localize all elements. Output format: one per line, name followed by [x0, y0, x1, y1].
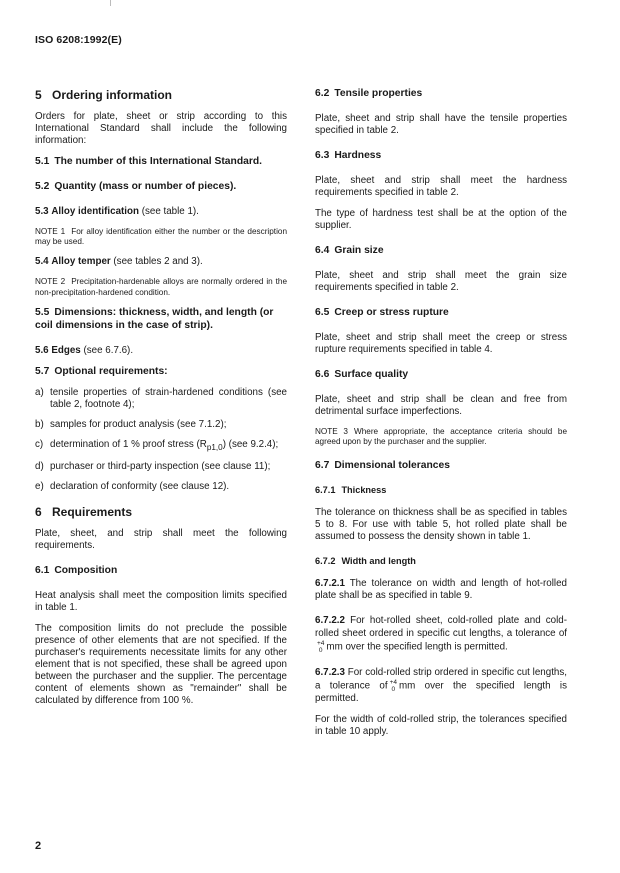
clause-5-1: 5.1 The number of this International Standard.	[35, 156, 262, 168]
section-6-3-heading: 6.3 Hardness	[315, 149, 382, 161]
section-6-3-para-1: Plate, sheet and strip shall meet the hardness requirements specified in table 2.	[315, 174, 567, 198]
list-text: samples for product analysis (see 7.1.2);	[50, 418, 227, 430]
list-marker: b)	[35, 418, 44, 430]
section-5-intro: Orders for plate, sheet or strip according to this International Standard shall include the following information:	[35, 111, 287, 147]
list-text: declaration of conformity (see clause 12).	[50, 480, 230, 492]
section-6-1-para-1: Heat analysis shall meet the composition limits specified in table 1.	[35, 589, 287, 613]
optional-requirements-list	[35, 387, 287, 493]
section-6-1-heading: 6.1 Composition	[35, 564, 118, 576]
list-text: tensile properties of strain-hardened conditions (see table 2, footnote 4);	[50, 386, 287, 410]
section-6-7-1-heading: 6.7.1 Thickness	[315, 485, 387, 496]
list-item	[35, 481, 287, 493]
list-item	[35, 387, 287, 411]
tolerance-plus-4-0: +4 0	[317, 639, 325, 654]
list-marker: e)	[35, 480, 44, 492]
section-6-2-heading: 6.2 Tensile properties	[315, 88, 423, 99]
note-3: NOTE 3 Where appropriate, the acceptance criteria should be agreed upon by the purchaser and the supplier.	[315, 426, 567, 447]
list-marker: d)	[35, 460, 44, 472]
tolerance-plus-4-0: +4 0	[389, 678, 397, 693]
clause-5-3: 5.3 Alloy identification (see table 1).	[35, 205, 199, 217]
section-6-7-heading: 6.7 Dimensional tolerances	[315, 460, 450, 472]
section-6-intro: Plate, sheet, and strip shall meet the following requirements.	[35, 527, 287, 551]
section-6-5-para: Plate, sheet and strip shall meet the creep or stress rupture requirements specified in table 4.	[315, 331, 567, 355]
section-6-6-para: Plate, sheet and strip shall be clean and free from detrimental surface imperfections.	[315, 393, 567, 417]
section-6-3-para-2: The type of hardness test shall be at the option of the supplier.	[315, 207, 567, 231]
section-6-5-heading: 6.5 Creep or stress rupture	[315, 306, 449, 318]
section-6-2-para: Plate, sheet and strip shall have the tensile properties specified in table 2.	[315, 112, 567, 136]
note-2: NOTE 2 Precipitation-hardenable alloys are normally ordered in the non-precipitation-hardened condition.	[35, 277, 287, 297]
section-6-7-1-para: The tolerance on thickness shall be as specified in tables 5 to 8. For use with table 5, hot rolled plate shall be assumed to possess the density shown in table 1.	[315, 507, 567, 543]
section-6-4-heading: 6.4 Grain size	[315, 245, 384, 256]
scan-mark	[110, 0, 111, 6]
list-text: purchaser or third-party inspection (see clause 11);	[50, 460, 271, 472]
left-column	[35, 88, 287, 716]
list-marker: a)	[35, 386, 44, 398]
section-6-7-2-2: 6.7.2.2 For hot-rolled sheet, cold-rolled plate and cold-rolled sheet ordered in specific cut lengths, a tolerance of +4 0 mm over the specified length is permitted.	[315, 615, 568, 654]
section-6-heading: 6 Requirements	[35, 504, 133, 519]
section-5-heading: 5 Ordering information	[35, 88, 172, 102]
section-6-7-2-heading: 6.7.2 Width and length	[315, 556, 416, 567]
section-6-7-2-3: 6.7.2.3 For cold-rolled strip ordered in specific cut lengths, a tolerance of +4 0 mm over the specified length is permitted.	[315, 666, 567, 704]
note-1: NOTE 1 For alloy identification either the number or the description may be used.	[35, 226, 288, 247]
list-marker: c)	[35, 438, 44, 450]
document-header: ISO 6208:1992(E)	[35, 34, 122, 46]
clause-5-7: 5.7 Optional requirements:	[35, 365, 168, 377]
page-number: 2	[35, 840, 42, 852]
clause-5-4: 5.4 Alloy temper (see tables 2 and 3).	[35, 256, 203, 268]
section-6-4-para: Plate, sheet and strip shall meet the grain size requirements specified in table 2.	[315, 269, 567, 293]
section-6-6-heading: 6.6 Surface quality	[315, 368, 409, 380]
list-item	[35, 419, 287, 431]
section-6-1-para-2: The composition limits do not preclude the possible presence of other elements that are not specified. If the purchaser's requirements necessitate limits for any other element that is not specified, these shall be agreed upon between the purchaser and the supplier. The percentage content of elements shown as "remainder" shall be calculated by difference from 100 %.	[35, 622, 287, 707]
clause-5-2: 5.2 Quantity (mass or number of pieces).	[35, 181, 237, 192]
section-6-7-2-last: For the width of cold-rolled strip, the tolerances specified in table 10 apply.	[315, 713, 567, 737]
right-column	[315, 88, 567, 747]
clause-5-5: 5.5 Dimensions: thickness, width, and length (or coil dimensions in the case of strip).	[35, 306, 274, 331]
section-6-7-2-1: 6.7.2.1 The tolerance on width and length of hot-rolled plate shall be as specified in table 9.	[315, 578, 568, 602]
list-text: determination of 1 % proof stress $(R_{p1,0})$ (see 9.2.4);	[50, 438, 279, 452]
list-item	[35, 461, 287, 473]
clause-5-6: 5.6 Edges (see 6.7.6).	[35, 344, 134, 356]
list-item	[35, 439, 287, 453]
